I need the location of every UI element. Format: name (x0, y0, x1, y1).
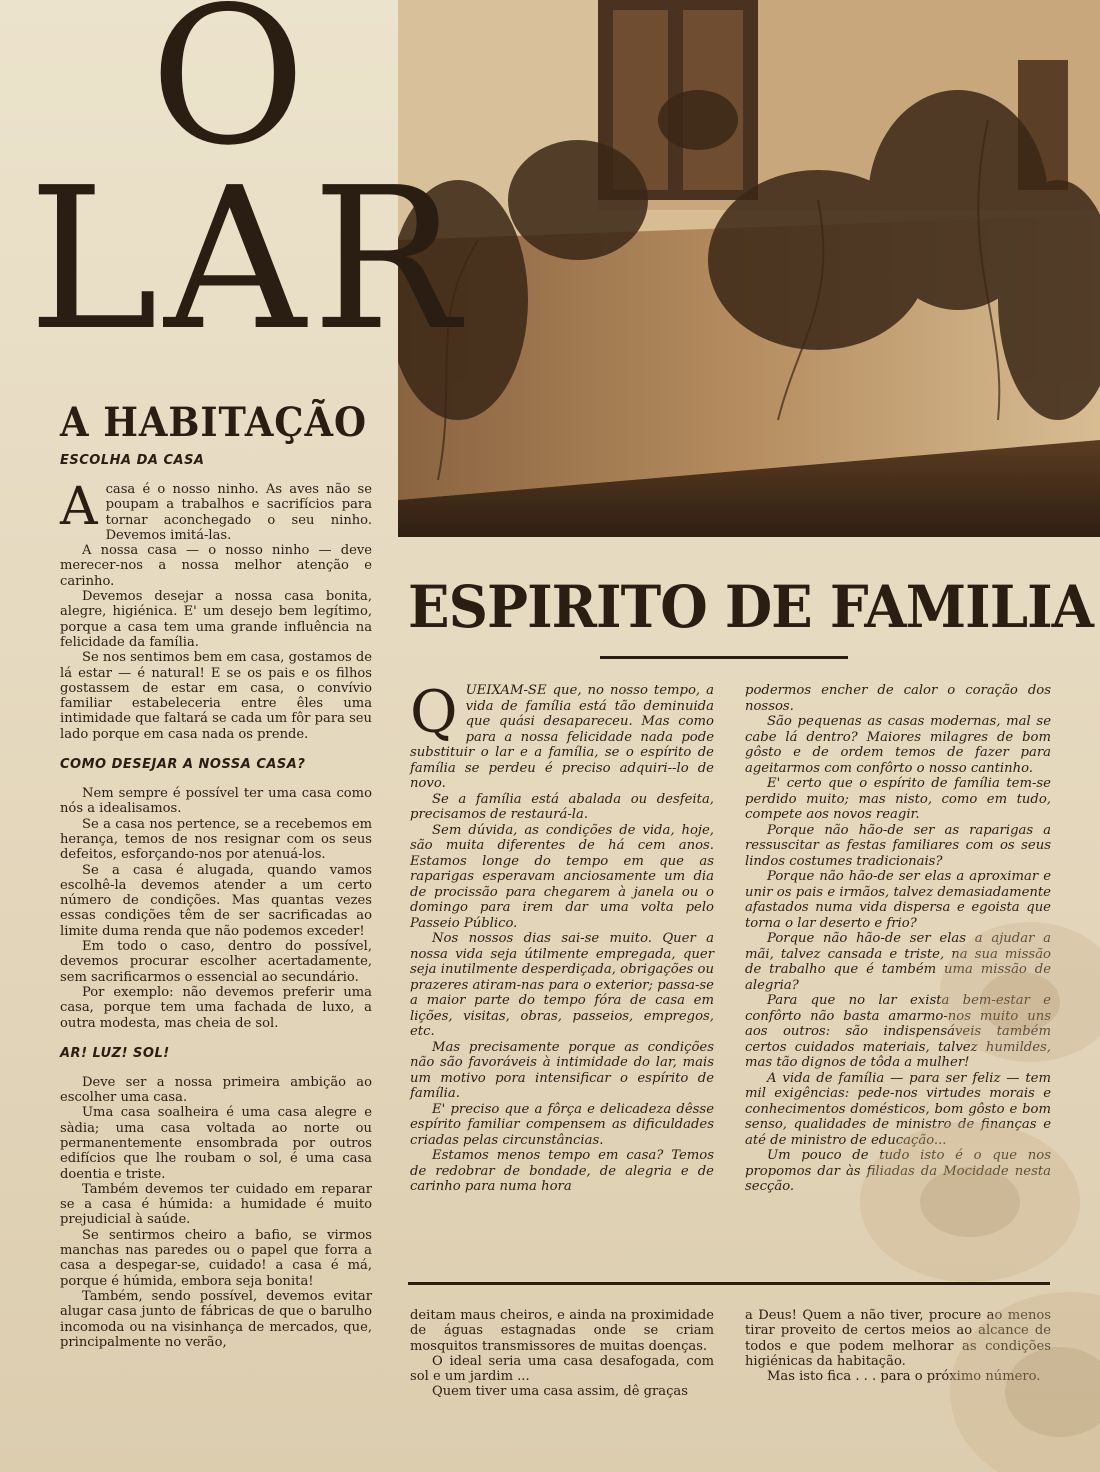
paragraph: Porque não hão-de ser elas a aproximar e unir os pais e irmãos, talvez demasiadamente afastados numa vida dispersa e egoista que torna o lar deserto e frio? (745, 869, 1051, 931)
paragraph: Se a família está abalada ou desfeita, precisamos de restaurá-la. (410, 791, 714, 822)
paragraph: Se a casa nos pertence, se a recebemos em herança, temos de nos resignar com os seus defeitos, esforçando-nos por atenuá-los. (60, 816, 372, 863)
paragraph: Mas precisamente porque as condições não são favoráveis à intimidade do lar, mais um motivo pora intensificar o espírito de família. (410, 1039, 714, 1101)
paragraph: QUEIXAM-SE que, no nosso tempo, a vida de família está tão deminuida que quási desapareceu. Mas como para a nossa felicidade nada pode substituir o lar e a família, se o espírito de família se perdeu é preciso adquiri--lo de novo. (410, 678, 714, 791)
paragraph: Em todo o caso, dentro do possível, devemos procurar escolher acertadamente, sem sacrificarmos o essencial ao secundário. (60, 939, 372, 985)
paragraph: E' preciso que a fôrça e delicadeza dêsse espírito familiar compensem as dificuldades criadas pelas circunstâncias. (410, 1101, 714, 1148)
paragraph: Para que no lar exista bem-estar e confôrto não basta amarmo-nos muito uns aos outros: são indispensáveis também certos cuidados materiais, talvez humildes, mas tão dignos de tôda a mulher! (745, 993, 1051, 1070)
subheading-escolha: ESCOLHA DA CASA (60, 453, 205, 468)
paragraph: Porque não hão-de ser elas a ajudar a mãi, talvez cansada e triste, na sua missão de trabalho que é também uma missão de alegria? (745, 931, 1051, 993)
paragraph: Também devemos ter cuidado em reparar se a casa é húmida: a humidade é muito prejudicial à saúde. (60, 1181, 372, 1228)
paragraph: Se sentirmos cheiro a bafio, se virmos manchas nas paredes ou o papel que forra a casa a despegar-se, cuidado! a casa é má, porque é húmida, embora seja bonita! (60, 1227, 372, 1289)
paragraph: Sem dúvida, as condições de vida, hoje, são muita diferentes de há cem anos. Estamos longe do tempo em que as raparigas esperavam anciosamente um dia de procissão para chegarem à janela ou o domingo para irem dar uma volta pelo Passeio Público. (410, 822, 714, 931)
espirito-title: ESPIRITO DE FAMILIA (408, 573, 1094, 641)
continued-column-2 (745, 1308, 1051, 1384)
title-divider (600, 656, 848, 659)
drop-cap-q: Q (410, 678, 458, 746)
paragraph: Se nos sentimos bem em casa, gostamos de lá estar — é natural! E se os pais e os filhos gostassem de estar em casa, o convívio familiar estabeleceria entre êles uma intimidade que faltará se cada um fôr para seu lado porque em casa nada os prende. (60, 650, 372, 742)
paragraph: Nos nossos dias sai-se muito. Quer a nossa vida seja útilmente empregada, quer seja inutilmente desperdiçada, obrigações ou prazeres atiram-nas para o exterior; passa-se a maior parte do tempo fóra de casa em lições, visitas, obras, passeios, empregos, etc. (410, 931, 714, 1039)
paragraph: Mas isto fica . . . para o próximo número. (767, 1369, 1041, 1385)
paragraph: Por exemplo: não devemos preferir uma casa, porque tem uma fachada de luxo, a outra modesta, mas cheia de sol. (60, 984, 372, 1031)
masthead-o: O (150, 0, 306, 187)
paragraph: A vida de família — para ser feliz — tem mil exigências: pede-nos virtudes morais e conhecimentos domésticos, bom gôsto e bom senso, qualidades de ministro de finanças e até de ministro de educação... (745, 1070, 1051, 1148)
paragraph: Porque não hão-de ser as raparigas a ressuscitar as festas familiares com os seus lindos costumes tradicionais? (745, 822, 1051, 869)
paragraph: a Deus! Quem a não tiver, procure ao menos tirar proveito de certos meios ao alcance de todos e que podem melhorar as condições higiénicas da habitação. (745, 1308, 1051, 1369)
continued-column-1 (410, 1308, 714, 1400)
subheading-como-desejar: COMO DESEJAR A NOSSA CASA? (60, 757, 306, 773)
habitacao-title: A HABITAÇÃO (60, 399, 367, 446)
house-photo (398, 0, 1100, 537)
paragraph: Devemos desejar a nossa casa bonita, alegre, higiénica. E' um desejo bem legítimo, porque a casa tem uma grande influência na felicidade da família. (60, 589, 372, 650)
paragraph: Quem tiver uma casa assim, dê graças (432, 1384, 688, 1400)
paragraph: Acasa é o nosso ninho. As aves não se poupam a trabalhos e sacrifícios para tornar aconchegado o seu ninho. Devemos imitá-las. (60, 477, 372, 543)
paragraph: São pequenas as casas modernas, mal se cabe lá dentro? Maiores milagres de bom gôsto e de ordem temos de fazer para ageitarmos com confôrto o nosso cantinho. (745, 714, 1051, 776)
masthead-lar: LAR (28, 146, 466, 374)
espirito-column-1 (410, 678, 714, 1195)
house-photo-illustration (398, 0, 1100, 537)
habitacao-column (60, 400, 372, 1350)
paragraph: Se a casa é alugada, quando vamos escolhê-la devemos atender a um certo número de condições. Mas quantas vezes essas condições têm de ser sacrificadas ao limite duma renda que não podemos exceder! (60, 862, 372, 939)
section-divider (408, 1282, 1050, 1285)
paragraph: Um pouco de tudo isto é o que nos propomos dar às filiadas da Mocidade nesta secção. (745, 1148, 1051, 1194)
paragraph: O ideal seria uma casa desafogada, com sol e um jardim ... (410, 1353, 714, 1385)
paragraph: Deve ser a nossa primeira ambição ao escolher uma casa. (60, 1074, 372, 1106)
subheading-ar-luz-sol: AR! LUZ! SOL! (60, 1045, 170, 1061)
paragraph: E' certo que o espírito de família tem-se perdido muito; mas nisto, como em tudo, compete aos novos reagir. (745, 776, 1051, 822)
paragraph: Nem sempre é possível ter uma casa como nós a idealisamos. (60, 786, 372, 817)
drop-cap-a: A (60, 477, 98, 537)
paragraph: Uma casa soalheira é uma casa alegre e sàdia; uma casa voltada ao norte ou permanentemente ensombrada por outros edifícios que lhe roubam o sol, é uma casa doentia e triste. (60, 1105, 372, 1182)
paragraph: podermos encher de calor o coração dos nossos. (745, 683, 1051, 714)
paragraph: Também, sendo possível, devemos evitar alugar casa junto de fábricas de que o barulho incomoda ou na visinhança de mercados, que, principalmente no verão, (60, 1288, 372, 1350)
paragraph: deitam maus cheiros, e ainda na proximidade de águas estagnadas onde se criam mosquitos transmissores de muitas doenças. (410, 1308, 714, 1354)
paragraph: A nossa casa — o nosso ninho — deve merecer-nos a nossa melhor atenção e carinho. (60, 543, 372, 589)
espirito-column-2 (745, 683, 1051, 1195)
paragraph: Estamos menos tempo em casa? Temos de redobrar de bondade, de alegria e de carinho para numa hora (410, 1148, 714, 1194)
